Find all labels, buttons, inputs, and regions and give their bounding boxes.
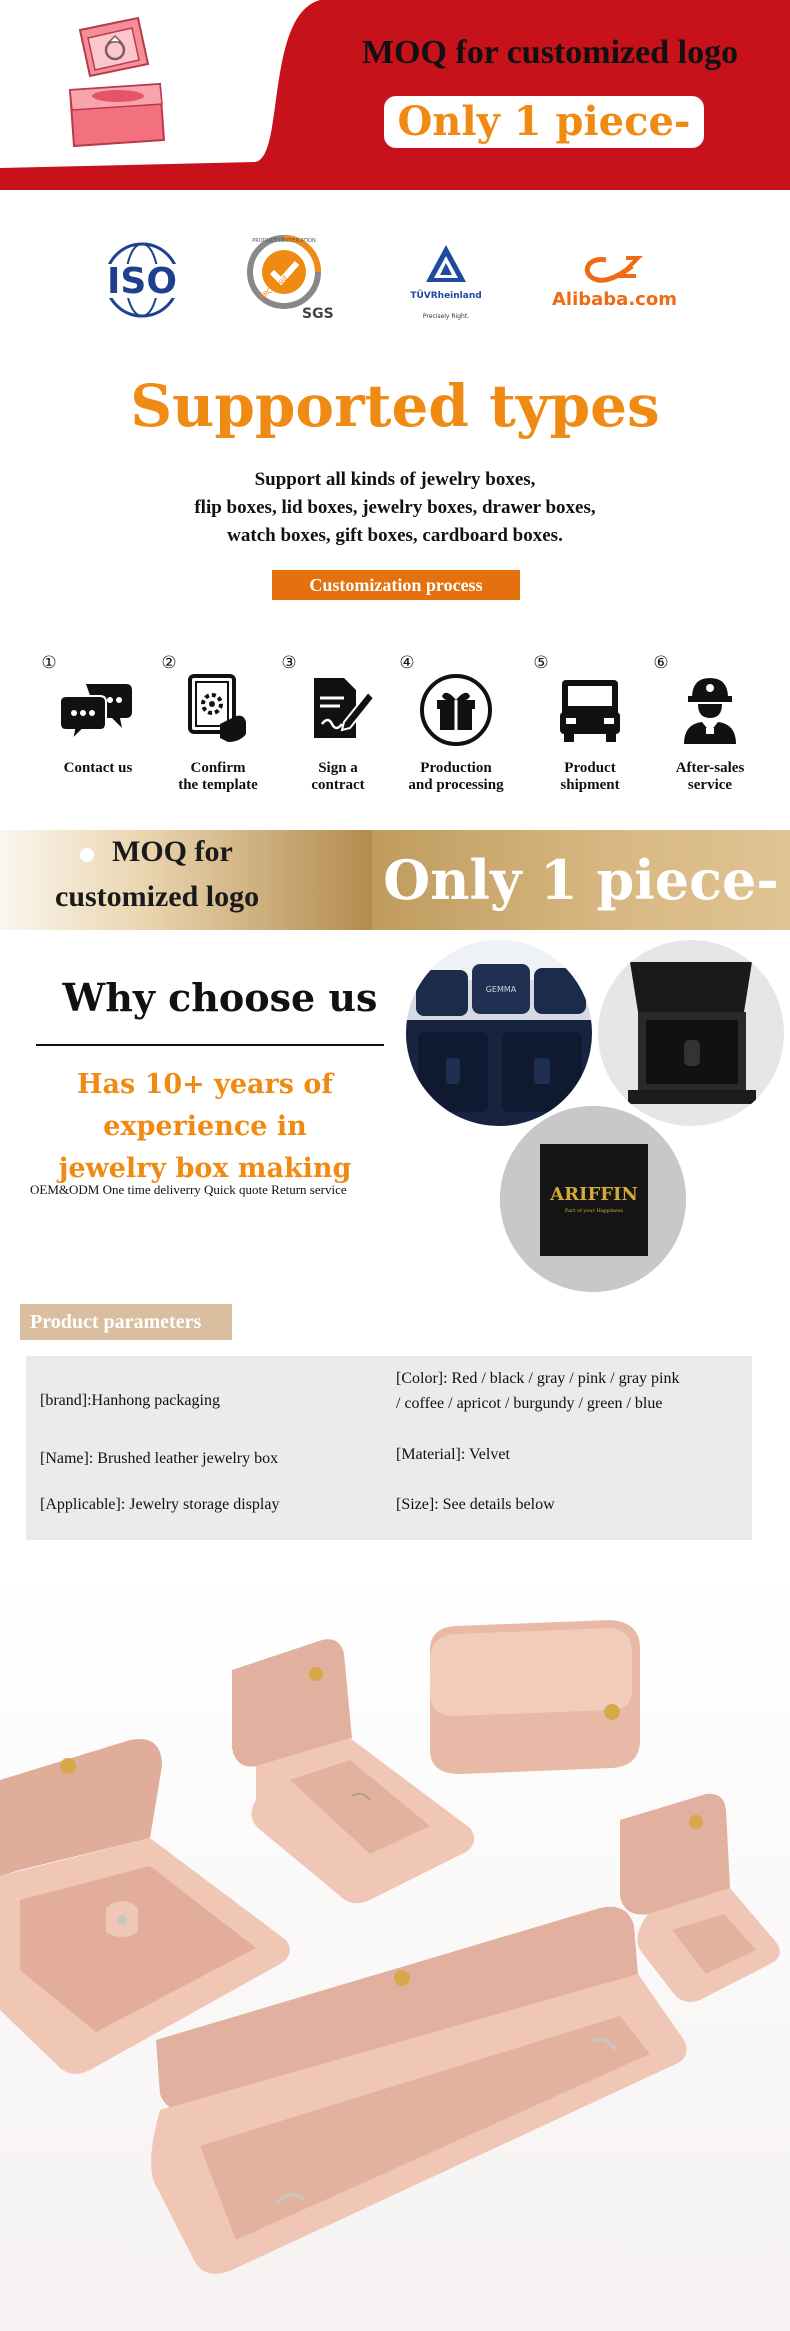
customization-process-label: Customization process: [272, 570, 520, 600]
square-box: [430, 1620, 640, 1774]
step-label: Confirm the template: [178, 760, 258, 793]
pink-velvet-boxes-photo: [0, 1570, 790, 2331]
step-number: ②: [161, 653, 177, 673]
support-agent-icon: [672, 672, 748, 748]
product-photo-open-black-box: [598, 940, 784, 1126]
supported-types-title: Supported types: [130, 372, 660, 440]
alibaba-logo: [546, 230, 696, 340]
process-step: [278, 652, 398, 802]
svg-text:Precisely Right.: Precisely Right.: [422, 313, 470, 320]
step-label: Product shipment: [560, 760, 620, 793]
svg-text:BRC Food: BRC Food: [258, 274, 289, 302]
step-number: ①: [41, 653, 57, 673]
process-step: [396, 652, 516, 802]
iso-logo: [92, 230, 192, 340]
supported-line: Support all kinds of jewelry boxes,: [254, 469, 536, 490]
product-photo-blue-boxes: [406, 940, 592, 1126]
moq-only-one-piece: Only 1 piece-: [383, 848, 779, 912]
step-number: ⑤: [533, 653, 549, 673]
svg-text:Part of your Happiness: Part of your Happiness: [564, 1208, 624, 1214]
truck-icon: [552, 672, 628, 748]
param-applicable: [Applicable]: Jewelry storage display: [40, 1496, 280, 1513]
chat-bubbles-icon: [60, 672, 136, 748]
ariffin-logo-text: ARIFFIN: [550, 1184, 638, 1205]
experience-text: Has 10+ years of experience in jewelry box making: [58, 1069, 352, 1184]
step-number: ③: [281, 653, 297, 673]
step-label: Contact us: [63, 760, 133, 776]
supported-line: flip boxes, lid boxes, jewelry boxes, drawer boxes,: [194, 497, 596, 518]
banner-pill: Only 1 piece-: [384, 96, 704, 148]
product-photo-ariffin-bag: [500, 1106, 686, 1292]
step-label: Sign a contract: [311, 760, 365, 793]
supported-types-description: [100, 466, 690, 550]
bullet-icon: [80, 848, 94, 862]
step-number: ④: [399, 653, 415, 673]
tuv-logo: [404, 230, 504, 340]
param-name: [Name]: Brushed leather jewelry box: [40, 1450, 279, 1467]
param-size: [Size]: See details below: [396, 1496, 555, 1513]
services-list: OEM&ODM One time deliverry Quick quote Return service: [30, 1182, 347, 1197]
iso-label: ISO: [107, 261, 177, 302]
process-steps: [0, 652, 790, 802]
supported-line: watch boxes, gift boxes, cardboard boxes.: [227, 525, 563, 546]
param-material: [Material]: Velvet: [396, 1446, 510, 1463]
ring-box-icon: [60, 12, 180, 152]
sgs-logo: [244, 230, 344, 340]
template-gear-icon: [180, 672, 256, 748]
top-banner: [0, 0, 790, 190]
param-brand: [brand]:Hanhong packaging: [40, 1392, 220, 1409]
moq-line-2: customized logo: [55, 880, 260, 913]
process-step: [530, 652, 650, 802]
alibaba-label: Alibaba.com: [552, 289, 677, 310]
step-number: ⑥: [653, 653, 669, 673]
process-step: [650, 652, 770, 802]
sgs-label: SGS: [302, 306, 334, 322]
moq-right-panel: [372, 830, 790, 930]
process-step: [158, 652, 278, 802]
tuv-label: TÜVRheinland: [410, 291, 482, 301]
photo-logo-text: GEMMA: [485, 985, 517, 994]
moq-line-1: MOQ for: [112, 835, 233, 868]
param-color: [Color]: Red / black / gray / pink / gray pink / coffee / apricot / burgundy / green / blue: [396, 1370, 680, 1412]
moq-left-panel: [0, 830, 372, 930]
why-choose-us-title: Why choose us: [62, 975, 378, 1020]
banner-title: MOQ for customized logo: [361, 34, 739, 71]
product-parameters-tag: Product parameters: [20, 1304, 232, 1340]
divider: [36, 1044, 384, 1046]
gift-box-icon: [418, 672, 494, 748]
step-label: Production and processing: [408, 760, 504, 793]
svg-text:PRODUCT CERTIFICATION: PRODUCT CERTIFICATION: [252, 238, 316, 244]
contract-pen-icon: [300, 672, 376, 748]
step-label: After-sales service: [675, 760, 745, 793]
process-step: [38, 652, 158, 802]
moq-strip: [0, 830, 790, 930]
product-parameters-table: [26, 1356, 752, 1540]
certification-logos: [0, 230, 790, 340]
